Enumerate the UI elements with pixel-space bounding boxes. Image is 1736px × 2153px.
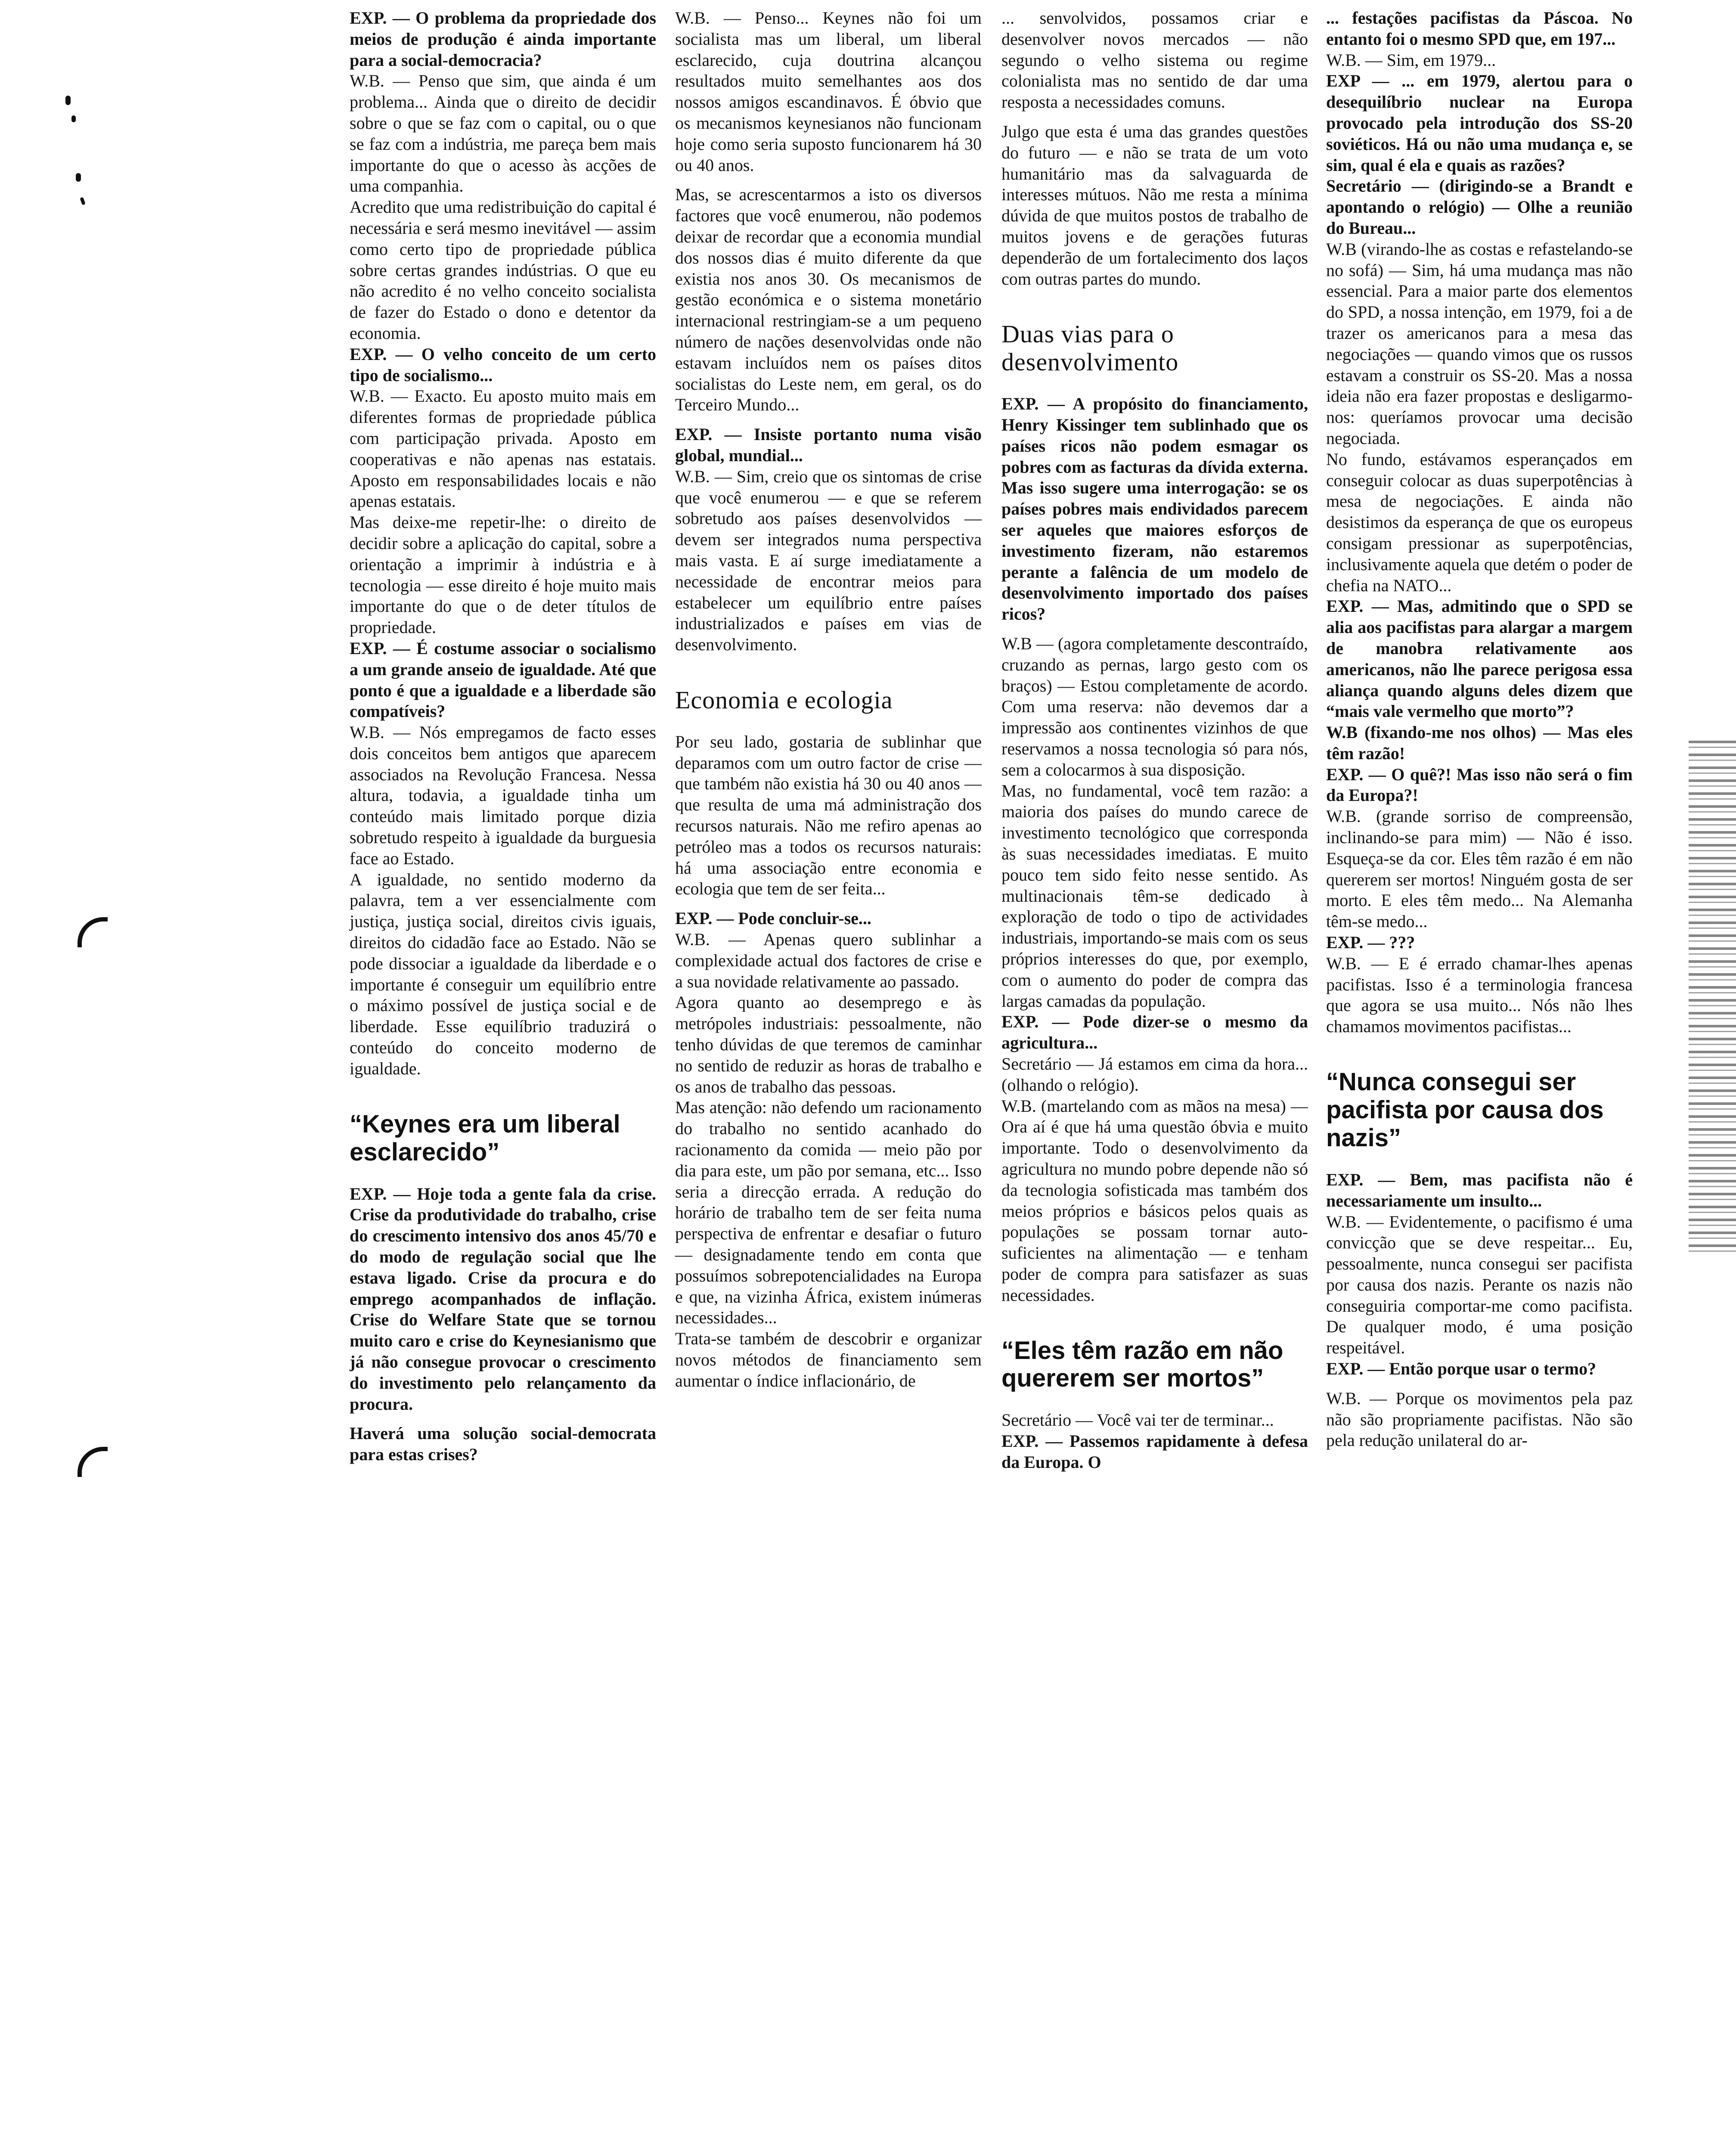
question: EXP. — Insiste portanto numa visão global, mundial... [675, 425, 982, 465]
question: EXP — ... em 1979, alertou para o desequilíbrio nuclear na Europa provocado pela introdução dos SS-20 soviéticos. Há ou não uma mudança e, se sim, qual é ela e quais as razões? [1326, 71, 1633, 175]
answer: W.B. — Penso que sim, que ainda é um problema... Ainda que o direito de decidir sobre o que se faz com o capital, ou o que se faz com a indústria, me pareça bem mais importante do que o acesso às acções de uma companhia. [350, 71, 656, 196]
answer: W.B. — E é errado chamar-lhes apenas pacifistas. Isso é a terminologia francesa que agora se usa muito... Nós não lhes chamamos movimentos pacifistas... [1326, 953, 1633, 1036]
column-2 [675, 8, 982, 1392]
paragraph: Trata-se também de descobrir e organizar novos métodos de financiamento sem aumentar o índice inflacionário, de [675, 1329, 982, 1390]
answer: W.B — (agora completamente descontraído, cruzando as pernas, largo gesto com os braços) — Estou completamente de acordo. Com uma reserva: não devemos dar a impressão aos continentes vizinhos de que reservamos a nossa tecnologia só para nós, sem a colocarmos à sua disposição. [1001, 634, 1308, 779]
paragraph: Agora quanto ao desemprego e às metrópoles industriais: pessoalmente, não tenho dúvidas de que teremos de caminhar no sentido de reduzir as horas de trabalho e os anos de trabalho das pessoas. [675, 993, 982, 1096]
section-heading: Duas vias para o desenvolvimento [1001, 320, 1179, 376]
paragraph: Secretário — Você vai ter de terminar... [1001, 1410, 1274, 1430]
answer: W.B. — Porque os movimentos pela paz não são propriamente pacifistas. Não são pela redução unilateral do ar- [1326, 1388, 1633, 1450]
answer: W.B. — Sim, em 1979... [1326, 50, 1496, 70]
question: Haverá uma solução social-democrata para estas crises? [350, 1424, 656, 1464]
question: EXP. — Então porque usar o termo? [1326, 1359, 1596, 1379]
paragraph: Mas, se acrescentarmos a isto os diversos factores que você enumerou, não podemos deixar de recordar que a economia mundial dos nossos dias é muito diferente da que existia nos anos 30. Os mecanismos de gestão económica e o sistema monetário internacional restringiam-se a um pequeno número de nações desenvolvidas onde não estavam incluídos nem os países ditos socialistas do Leste nem, em geral, os do Terceiro Mundo... [675, 185, 982, 415]
paragraph: Mas atenção: não defendo um racionamento do trabalho no sentido acanhado do racionamento da comida — meio pão por dia para este, um pão por semana, etc... Isso seria a direcção errada. A redução do horário de trabalho tem de ser feita numa perspectiva de enfrentar e desafiar o futuro — designadamente tendo em conta que possuímos sobrepotencialidades na Europa e que, na vizinha África, existem inúmeras necessidades... [675, 1098, 982, 1328]
punch-hole-mark [78, 917, 108, 947]
answer: W.B. — Nós empregamos de facto esses dois conceitos bem antigos que aparecem associados na Revolução Francesa. Nessa altura, todavia, a igualdade tinha um conteúdo mais limitado porque dizia sobretudo respeito à igualdade da burguesia face ao Estado. [350, 723, 656, 868]
answer: W.B. — Apenas quero sublinhar a complexidade actual dos factores de crise e a sua novidade relativamente ao passado. [675, 930, 982, 991]
paragraph: Mas, no fundamental, você tem razão: a maioria dos países do mundo carece de investimento tecnológico que corresponda às suas necessidades imediatas. E muito pouco tem sido feito nesse sentido. As multinacionais têm-se dedicado à exploração de todo o tipo de actividades industriais, importando-se mais com os seus próprios interesses do que, por exemplo, com o aumento do poder de compra das largas camadas da população. [1001, 781, 1308, 1011]
torn-edge [1689, 741, 1736, 1257]
paragraph: ... festações pacifistas da Páscoa. No entanto foi o mesmo SPD que, em 197... [1326, 8, 1633, 49]
paragraph: Julgo que esta é uma das grandes questões do futuro — e não se trata de um voto humanitário mas da salvaguarda de interesses mútuos. Não me resta a mínima dúvida de que muitos postos de trabalho de muitos jovens e de gerações futuras dependerão de um fortalecimento dos laços com outras partes do mundo. [1001, 121, 1308, 289]
answer: W.B. — Sim, creio que os sintomas de crise que você enumerou — e que se referem sobretudo aos países desenvolvidos — devem ser integrados numa perspectiva mais vasta. E aí surge imediatamente a necessidade de encontrar meios para estabelecer um equilíbrio entre países industrializados e países em vias de desenvolvimento. [675, 466, 982, 655]
question: EXP. — O velho conceito de um certo tipo de socialismo... [350, 344, 656, 385]
section-heading: “Eles têm razão em não quererem ser mortos” [1001, 1336, 1283, 1393]
answer: W.B. (grande sorriso de compreensão, inclinando-se para mim) — Não é isso. Esqueça-se da cor. Eles têm razão é em não quererem ser mortos! Ninguém gosta de ser morto. E eles têm medo... Na Alemanha têm-se medo... [1326, 807, 1633, 931]
answer: W.B. — Penso... Keynes não foi um socialista mas um liberal, um liberal esclarecido, cuja doutrina alcançou resultados muito semelhantes aos dos nossos amigos escandinavos. É óbvio que os mecanismos keynesianos não funcionam hoje como seria suposto funcionarem há 30 ou 40 anos. [675, 8, 982, 175]
paragraph: Secretário — (dirigindo-se a Brandt e apontando o relógio) — Olhe a reunião do Bureau... [1326, 176, 1633, 238]
scan-mark [80, 197, 86, 205]
scan-mark [65, 96, 71, 105]
question: EXP. — É costume associar o socialismo a um grande anseio de igualdade. Até que ponto é que a igualdade e a liberdade são compatíveis? [350, 638, 656, 721]
paragraph: Mas deixe-me repetir-lhe: o direito de decidir sobre a aplicação do capital, sobre a orientação a imprimir à indústria e à tecnologia — esse direito é hoje muito mais importante do que o de deter títulos de propriedade. [350, 512, 656, 637]
paragraph: No fundo, estávamos esperançados em conseguir colocar as duas superpotências à mesa de negociações. E ainda não desistimos da esperança de que os europeus consigam pressionar as superpotências, inclusivamente aquela que detém o poder de chefia na NATO... [1326, 449, 1633, 595]
question: EXP. — Pode concluir-se... [675, 909, 871, 928]
answer: W.B. — Evidentemente, o pacifismo é uma convicção que se deve respeitar... Eu, pessoalmente, nunca consegui ser pacifista por causa dos nazis. Perante os nazis não conseguiria comportar-me como pacifista. De qualquer modo, é uma posição respeitável. [1326, 1212, 1633, 1358]
paragraph: A igualdade, no sentido moderno da palavra, tem a ver essencialmente com justiça, justiça social, direitos civis iguais, direitos do cidadão face ao Estado. Não se pode dissociar a igualdade da liberdade e o importante é conseguir um equilíbrio entre o máximo possível de justiça social e de liberdade. Esse equilíbrio traduzirá o conteúdo do conceito moderno de igualdade. [350, 869, 656, 1078]
answer: W.B (virando-lhe as costas e refastelando-se no sofá) — Sim, há uma mudança mas não essencial. Para a maior parte dos elementos do SPD, a nossa intenção, em 1979, foi a de trazer os americanos para a mesa das negociações — quando vimos que os russos estavam a construir os SS-20. Mas a nossa ideia não era fazer propostas e desligarmo-nos: queríamos provocar uma decisão negociada. [1326, 239, 1633, 448]
punch-hole-mark [78, 1447, 108, 1477]
question: EXP. — A propósito do financiamento, Henry Kissinger tem sublinhado que os países ricos não podem esmagar os pobres com as facturas da dívida externa. Mas isso sugere uma interrogação: se os países pobres mais endividados parecem ser aqueles que maiores esforços de investimento fizeram, não estaremos perante a falência de um modelo de desenvolvimento importado dos países ricos? [1001, 394, 1308, 624]
paragraph: Por seu lado, gostaria de sublinhar que deparamos com um outro factor de crise — que também não existia há 30 ou 40 anos — que resulta de uma má administração dos recursos naturais. Não me refiro apenas ao petróleo mas a todos os recursos naturais: há uma associação entre economia e ecologia que tem de ser feita... [675, 732, 982, 899]
question: EXP. — O problema da propriedade dos meios de produção é ainda importante para a social-democracia? [350, 8, 656, 70]
answer: W.B. (martelando com as mãos na mesa) — Ora aí é que há uma questão óbvia e muito importante. Todo o desenvolvimento da agricultura no mundo pobre depende não só da tecnologia sofisticada mas também dos meios próprios e básicos pelos quais as populações se possam tornar auto-suficientes na alimentação — e tenham poder de compra para satisfazer as suas necessidades. [1001, 1096, 1308, 1305]
question: EXP. — O quê?! Mas isso não será o fim da Europa?! [1326, 764, 1633, 805]
question: EXP. — Mas, admitindo que o SPD se alia aos pacifistas para alargar a margem de manobra relativamente aos americanos, não lhe parece perigosa essa aliança quando alguns deles dizem que “mais vale vermelho que morto”? [1326, 596, 1633, 721]
section-heading: “Nunca consegui ser pacifista por causa dos nazis” [1326, 1068, 1604, 1152]
question: EXP. — Bem, mas pacifista não é necessariamente um insulto... [1326, 1170, 1633, 1210]
section-heading: Economia e ecologia [675, 686, 893, 714]
column-3 [1001, 8, 1308, 1473]
column-4 [1326, 8, 1633, 1451]
question: EXP. — Hoje toda a gente fala da crise. Crise da produtividade do trabalho, crise do crescimento intensivo dos anos 45/70 e do modo de regulação social que lhe estava ligado. Crise da procura e do emprego acompanhados de inflação. Crise do Welfare State que se tornou muito caro e crise do Keynesianismo que já não consegue provocar o crescimento do investimento pelo relançamento da procura. [350, 1184, 656, 1414]
question: EXP. — ??? [1326, 933, 1415, 952]
column-1 [350, 8, 656, 1465]
answer: W.B (fixando-me nos olhos) — Mas eles têm razão! [1326, 723, 1633, 763]
paragraph: Acredito que uma redistribuição do capital é necessária e será mesmo inevitável — assim como certo tipo de propriedade pública sobre certas grandes indústrias. O que eu não acredito é no velho conceito socialista de fazer do Estado o dono e detentor da economia. [350, 197, 656, 343]
scan-mark [76, 173, 81, 182]
question: EXP. — Pode dizer-se o mesmo da agricultura... [1001, 1012, 1308, 1053]
answer: W.B. — Exacto. Eu aposto muito mais em diferentes formas de propriedade pública com participação privada. Aposto em cooperativas e não apenas nas estatais. Aposto em responsabilidades locais e não apenas estatais. [350, 386, 656, 511]
scan-mark [71, 115, 76, 122]
section-heading: “Keynes era um liberal esclarecido” [350, 1110, 620, 1166]
paragraph: ... senvolvidos, possamos criar e desenvolver novos mercados — não segundo o velho sistema ou regime colonialista mas no sentido de dar uma resposta a necessidades comuns. [1001, 8, 1308, 112]
paragraph: Secretário — Já estamos em cima da hora... (olhando o relógio). [1001, 1054, 1308, 1095]
question: EXP. — Passemos rapidamente à defesa da Europa. O [1001, 1431, 1308, 1472]
